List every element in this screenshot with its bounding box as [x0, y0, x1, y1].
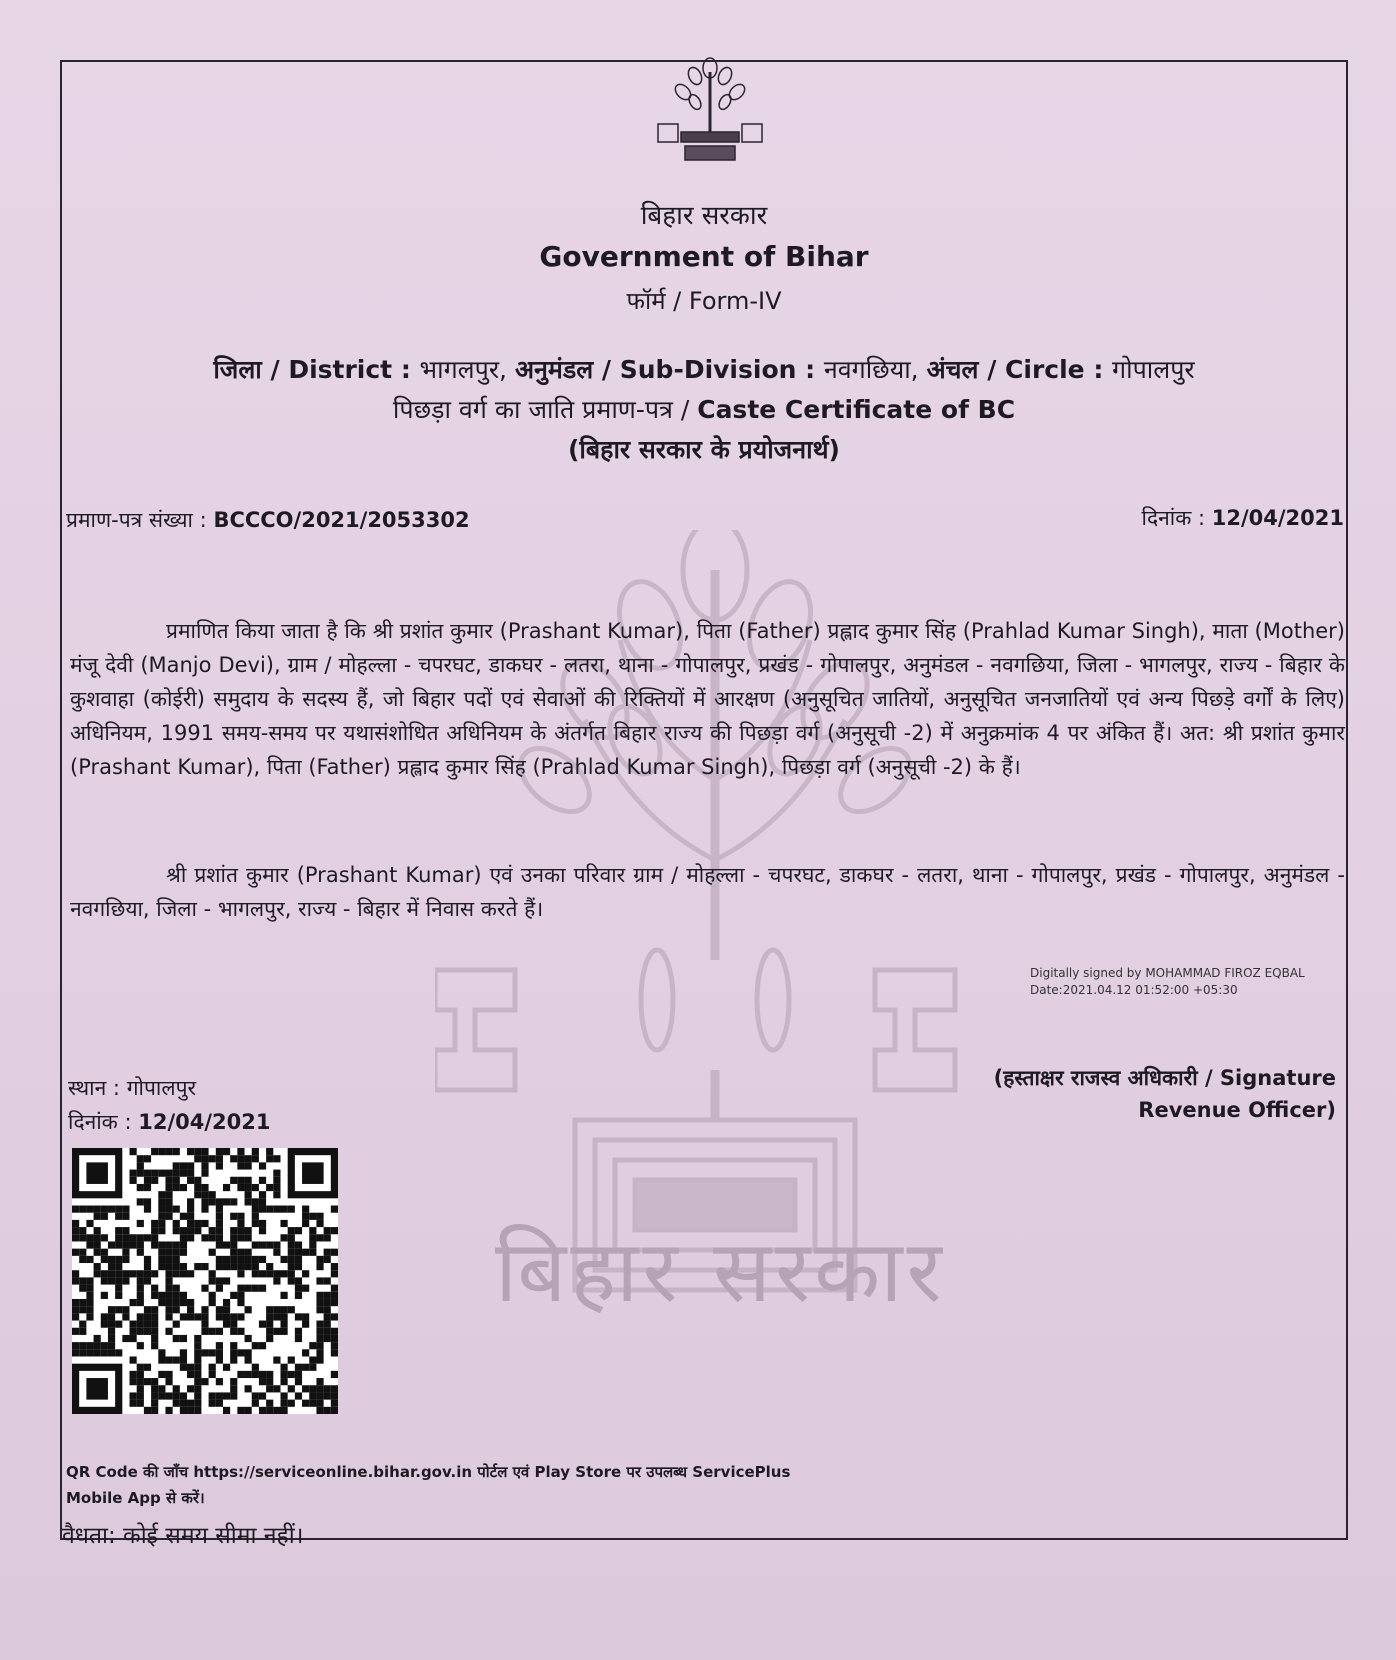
certificate-title-english: Caste Certificate of BC [697, 395, 1016, 424]
watermark-text: बिहार सरकार [495, 1222, 946, 1322]
signature-officer-line2: Revenue Officer) [1138, 1098, 1336, 1122]
place-label: स्थान : [68, 1076, 127, 1100]
qr-code-icon [72, 1148, 338, 1414]
certificate-title [60, 392, 1348, 426]
qr-note-line1: QR Code की जाँच https://serviceonline.bihar.gov.in पोर्टल एवं Play Store पर उपलब्ध ServicePlus [66, 1463, 791, 1481]
subdivision-label: अनुमंडल / Sub-Division : [514, 355, 824, 384]
location-line [60, 352, 1348, 386]
district-label: जिला / District : [213, 355, 420, 384]
place-value: गोपालपुर [126, 1076, 197, 1100]
place-date-value: 12/04/2021 [138, 1110, 271, 1134]
certificate-number-label: प्रमाण-पत्र संख्या : [66, 508, 214, 532]
issue-date [1142, 504, 1344, 532]
qr-note-line2: Mobile App से करें। [66, 1489, 205, 1507]
subdivision-value: नवगछिया, [823, 355, 927, 384]
issue-date-label: दिनांक : [1141, 506, 1212, 530]
digital-signature [1030, 965, 1305, 999]
circle-label: अंचल / Circle : [926, 355, 1113, 384]
district-value: भागलपुर, [419, 355, 515, 384]
header-english-title: Government of Bihar [539, 240, 869, 273]
certificate-number-value: BCCCO/2021/2053302 [213, 508, 470, 532]
form-label: फॉर्म / Form-IV [626, 287, 782, 315]
certificate-purpose: (बिहार सरकार के प्रयोजनार्थ) [568, 435, 840, 464]
certificate-body-paragraph-1: प्रमाणित किया जाता है कि श्री प्रशांत कुमार (Prashant Kumar), पिता (Father) प्रह्लाद कुमार सिंह (Prahlad Kumar Singh), माता (Mother) मंजू देवी (Manjo Devi), ग्राम / मोहल्ला - चपरघट, डाकघर - लतरा, थाना - गोपालपुर, प्रखंड - गोपालपुर, अनुमंडल - नवगछिया, जिला - भागलपुर, राज्य - बिहार के कुशवाहा (कोईरी) समुदाय के सदस्य हैं, जो बिहार पदों एवं सेवाओं की रिक्तियों में आरक्षण (अनुसूचित जातियों, अनुसूचित जनजातियों एवं अन्य पिछड़े वर्गों के लिए) अधिनियम, 1991 समय-समय पर यथासंशोधित अधिनियम के अंतर्गत बिहार राज्य की पिछड़ा वर्ग (अनुसूची -2) में अनुक्रमांक 4 पर अंकित हैं। अत: श्री प्रशांत कुमार (Prashant Kumar), पिता (Father) प्रह्लाद कुमार सिंह (Prahlad Kumar Singh), पिछड़ा वर्ग (अनुसूची -2) के हैं। [70, 619, 1345, 779]
signature-officer-line1: (हस्ताक्षर राजस्व अधिकारी / Signature [993, 1066, 1336, 1090]
header-hindi-title: बिहार सरकार [640, 201, 768, 231]
certificate-body-paragraph-2: श्री प्रशांत कुमार (Prashant Kumar) एवं उनका परिवार ग्राम / मोहल्ला - चपरघट, डाकघर - लतरा, थाना - गोपालपुर, प्रखंड - गोपालपुर, अनुमंडल - नवगछिया, जिला - भागलपुर, राज्य - बिहार में निवास करते हैं। [70, 863, 1345, 921]
place-date [68, 1108, 270, 1136]
place [68, 1074, 196, 1102]
certificate-number [66, 506, 470, 534]
bihar-emblem-icon [655, 52, 765, 167]
digital-signature-signer: Digitally signed by MOHAMMAD FIROZ EQBAL [1030, 966, 1305, 980]
place-date-label: दिनांक : [68, 1110, 139, 1134]
circle-value: गोपालपुर [1112, 355, 1195, 384]
issue-date-value: 12/04/2021 [1211, 506, 1344, 530]
validity-note: वैधता: कोई समय सीमा नहीं। [62, 1523, 304, 1549]
certificate-title-hindi: पिछड़ा वर्ग का जाति प्रमाण-पत्र / [392, 395, 698, 424]
digital-signature-date: Date:2021.04.12 01:52:00 +05:30 [1030, 983, 1238, 997]
